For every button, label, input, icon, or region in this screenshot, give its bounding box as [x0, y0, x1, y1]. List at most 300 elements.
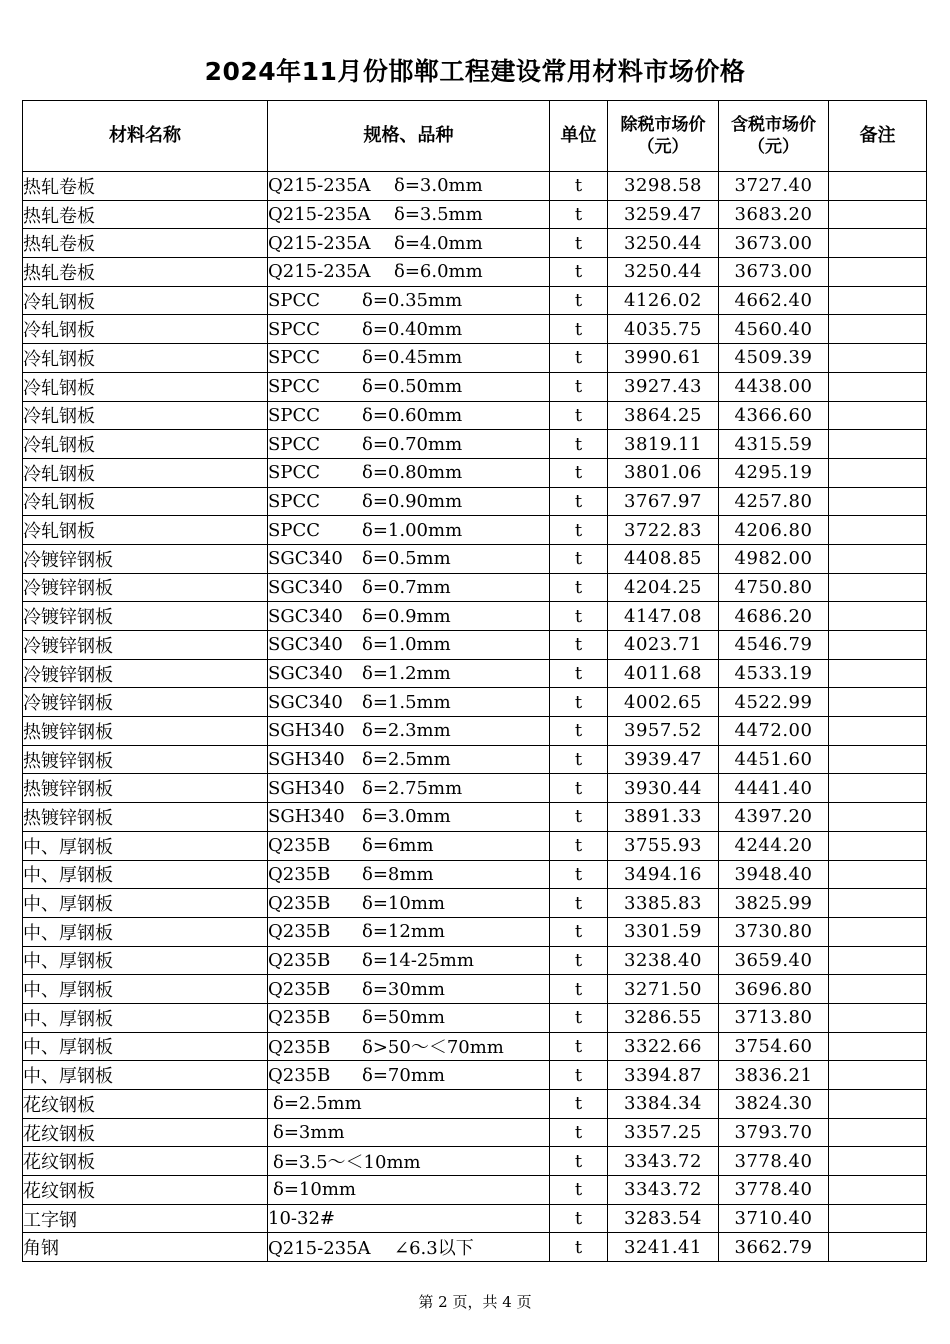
table-row — [23, 602, 927, 631]
price-inc-tax-cell: 3730.80 — [719, 917, 829, 946]
spec-size: δ>50～＜70mm — [362, 1037, 504, 1059]
remark-cell — [829, 229, 927, 258]
spec-grade: 10-32# — [268, 1208, 335, 1230]
price-inc-tax-cell: 3727.40 — [719, 172, 829, 201]
remark-cell — [829, 946, 927, 975]
material-name-cell: 热镀锌钢板 — [23, 745, 268, 774]
remark-cell — [829, 458, 927, 487]
spec-size: δ=12mm — [362, 921, 445, 943]
spec-cell — [268, 803, 550, 832]
price-inc-tax-cell: 3778.40 — [719, 1176, 829, 1205]
header-price-inc-tax-line1: 含税市场价 — [731, 115, 816, 135]
spec-size: δ=4.0mm — [394, 232, 483, 254]
spec-size: δ=0.80mm — [362, 462, 463, 484]
material-name-cell: 冷镀锌钢板 — [23, 602, 268, 631]
spec-size: δ=10mm — [273, 1179, 356, 1201]
remark-cell — [829, 745, 927, 774]
spec-cell — [268, 458, 550, 487]
remark-cell — [829, 688, 927, 717]
price-inc-tax-cell: 4257.80 — [719, 487, 829, 516]
spec-size: δ=0.60mm — [362, 404, 463, 426]
material-name-cell: 热镀锌钢板 — [23, 717, 268, 746]
table-row — [23, 631, 927, 660]
price-inc-tax-cell: 3659.40 — [719, 946, 829, 975]
table-row — [23, 229, 927, 258]
price-inc-tax-cell: 3824.30 — [719, 1090, 829, 1119]
unit-cell: t — [550, 1204, 608, 1233]
remark-cell — [829, 258, 927, 287]
remark-cell — [829, 344, 927, 373]
spec-cell — [268, 1061, 550, 1090]
header-price-inc-tax — [719, 101, 829, 172]
spec-cell — [268, 516, 550, 545]
price-inc-tax-cell: 3793.70 — [719, 1118, 829, 1147]
price-ex-tax-cell: 3394.87 — [608, 1061, 719, 1090]
price-ex-tax-cell: 3250.44 — [608, 229, 719, 258]
remark-cell — [829, 860, 927, 889]
spec-cell — [268, 659, 550, 688]
spec-size: δ=3.5～＜10mm — [273, 1152, 421, 1174]
price-ex-tax-cell: 4204.25 — [608, 573, 719, 602]
header-spec: 规格、品种 — [268, 101, 550, 172]
price-inc-tax-cell: 4315.59 — [719, 430, 829, 459]
spec-grade: Q215-235A — [268, 232, 371, 254]
spec-grade: Q235B — [268, 1064, 331, 1086]
unit-cell: t — [550, 745, 608, 774]
spec-size: δ=3.5mm — [394, 204, 483, 226]
unit-cell: t — [550, 917, 608, 946]
price-table — [22, 100, 927, 1262]
unit-cell: t — [550, 659, 608, 688]
spec-cell — [268, 1118, 550, 1147]
unit-cell: t — [550, 1061, 608, 1090]
material-name-cell: 热轧卷板 — [23, 258, 268, 287]
header-price-inc-tax-line2: （元） — [748, 137, 799, 157]
spec-grade: Q215-235A — [268, 175, 371, 197]
price-inc-tax-cell: 4662.40 — [719, 286, 829, 315]
unit-cell: t — [550, 516, 608, 545]
material-name-cell: 冷镀锌钢板 — [23, 544, 268, 573]
table-row — [23, 344, 927, 373]
spec-cell — [268, 745, 550, 774]
spec-size: δ=0.7mm — [362, 576, 451, 598]
spec-grade: Q235B — [268, 863, 331, 885]
spec-size: δ=0.35mm — [362, 290, 463, 312]
spec-grade: Q235B — [268, 949, 331, 971]
price-ex-tax-cell: 3357.25 — [608, 1118, 719, 1147]
header-material-name: 材料名称 — [23, 101, 268, 172]
price-inc-tax-cell: 4546.79 — [719, 631, 829, 660]
spec-grade: SGC340 — [268, 576, 343, 598]
spec-grade: SPCC — [268, 404, 320, 426]
remark-cell — [829, 659, 927, 688]
spec-cell — [268, 688, 550, 717]
material-name-cell: 冷轧钢板 — [23, 286, 268, 315]
remark-cell — [829, 487, 927, 516]
remark-cell — [829, 975, 927, 1004]
spec-grade: SPCC — [268, 347, 320, 369]
table-row — [23, 889, 927, 918]
table-row — [23, 745, 927, 774]
header-price-ex-tax-line1: 除税市场价 — [620, 115, 706, 135]
spec-size: δ=14-25mm — [362, 949, 474, 971]
price-inc-tax-cell: 4560.40 — [719, 315, 829, 344]
material-name-cell: 冷镀锌钢板 — [23, 631, 268, 660]
table-row — [23, 430, 927, 459]
remark-cell — [829, 573, 927, 602]
table-row — [23, 1204, 927, 1233]
spec-grade: Q215-235A — [268, 261, 371, 283]
remark-cell — [829, 401, 927, 430]
spec-size: δ=1.0mm — [362, 634, 451, 656]
unit-cell: t — [550, 1118, 608, 1147]
spec-size: δ=2.5mm — [362, 749, 451, 771]
price-ex-tax-cell: 3819.11 — [608, 430, 719, 459]
price-inc-tax-cell: 4451.60 — [719, 745, 829, 774]
price-ex-tax-cell: 3286.55 — [608, 1003, 719, 1032]
header-price-ex-tax — [608, 101, 719, 172]
material-name-cell: 冷轧钢板 — [23, 516, 268, 545]
remark-cell — [829, 1090, 927, 1119]
spec-grade: Q235B — [268, 921, 331, 943]
material-name-cell: 热镀锌钢板 — [23, 774, 268, 803]
unit-cell: t — [550, 544, 608, 573]
spec-grade: SGC340 — [268, 548, 343, 570]
price-ex-tax-cell: 4147.08 — [608, 602, 719, 631]
price-inc-tax-cell: 4441.40 — [719, 774, 829, 803]
remark-cell — [829, 889, 927, 918]
price-ex-tax-cell: 4035.75 — [608, 315, 719, 344]
unit-cell: t — [550, 487, 608, 516]
spec-cell — [268, 200, 550, 229]
unit-cell: t — [550, 631, 608, 660]
price-ex-tax-cell: 3343.72 — [608, 1176, 719, 1205]
table-row — [23, 860, 927, 889]
unit-cell: t — [550, 688, 608, 717]
price-inc-tax-cell: 4397.20 — [719, 803, 829, 832]
price-inc-tax-cell: 4472.00 — [719, 717, 829, 746]
spec-grade: SPCC — [268, 290, 320, 312]
spec-cell — [268, 602, 550, 631]
material-name-cell: 冷镀锌钢板 — [23, 688, 268, 717]
spec-size: δ=0.50mm — [362, 376, 463, 398]
remark-cell — [829, 831, 927, 860]
spec-cell — [268, 889, 550, 918]
spec-size: δ=3mm — [273, 1122, 345, 1144]
spec-size: δ=1.00mm — [362, 519, 463, 541]
price-ex-tax-cell: 4011.68 — [608, 659, 719, 688]
material-name-cell: 热轧卷板 — [23, 229, 268, 258]
table-row — [23, 1118, 927, 1147]
unit-cell: t — [550, 229, 608, 258]
price-ex-tax-cell: 3271.50 — [608, 975, 719, 1004]
spec-size: δ=6.0mm — [394, 261, 483, 283]
spec-size: δ=2.75mm — [362, 777, 463, 799]
page-footer: 第 2 页，共 4 页 — [418, 1293, 532, 1311]
unit-cell: t — [550, 1147, 608, 1176]
price-inc-tax-cell: 4206.80 — [719, 516, 829, 545]
spec-grade: SGH340 — [268, 806, 345, 828]
remark-cell — [829, 1003, 927, 1032]
spec-cell — [268, 372, 550, 401]
header-price-ex-tax-line2: （元） — [637, 137, 689, 157]
table-row — [23, 401, 927, 430]
table-row — [23, 774, 927, 803]
price-ex-tax-cell: 3927.43 — [608, 372, 719, 401]
price-inc-tax-cell: 4366.60 — [719, 401, 829, 430]
price-inc-tax-cell: 3662.79 — [719, 1233, 829, 1262]
material-name-cell: 中、厚钢板 — [23, 917, 268, 946]
spec-size: δ=2.5mm — [273, 1093, 362, 1115]
unit-cell: t — [550, 1090, 608, 1119]
material-name-cell: 冷轧钢板 — [23, 430, 268, 459]
material-name-cell: 角钢 — [23, 1233, 268, 1262]
spec-cell — [268, 975, 550, 1004]
table-row — [23, 487, 927, 516]
material-name-cell: 花纹钢板 — [23, 1147, 268, 1176]
spec-cell — [268, 717, 550, 746]
price-ex-tax-cell: 3891.33 — [608, 803, 719, 832]
unit-cell: t — [550, 573, 608, 602]
price-ex-tax-cell: 3494.16 — [608, 860, 719, 889]
price-ex-tax-cell: 3250.44 — [608, 258, 719, 287]
spec-cell — [268, 1032, 550, 1061]
price-inc-tax-cell: 4522.99 — [719, 688, 829, 717]
table-row — [23, 258, 927, 287]
spec-grade: SPCC — [268, 519, 320, 541]
remark-cell — [829, 717, 927, 746]
price-ex-tax-cell: 4408.85 — [608, 544, 719, 573]
material-name-cell: 冷镀锌钢板 — [23, 573, 268, 602]
spec-grade: SGC340 — [268, 634, 343, 656]
spec-cell — [268, 401, 550, 430]
unit-cell: t — [550, 946, 608, 975]
unit-cell: t — [550, 315, 608, 344]
spec-cell — [268, 1090, 550, 1119]
table-row — [23, 200, 927, 229]
spec-size: δ=0.9mm — [362, 605, 451, 627]
spec-cell — [268, 1147, 550, 1176]
price-ex-tax-cell: 3801.06 — [608, 458, 719, 487]
spec-cell — [268, 573, 550, 602]
table-row — [23, 1061, 927, 1090]
spec-grade: SGC340 — [268, 663, 343, 685]
price-inc-tax-cell: 4750.80 — [719, 573, 829, 602]
price-ex-tax-cell: 3864.25 — [608, 401, 719, 430]
remark-cell — [829, 1233, 927, 1262]
remark-cell — [829, 430, 927, 459]
price-ex-tax-cell: 3767.97 — [608, 487, 719, 516]
spec-grade: Q235B — [268, 978, 331, 1000]
remark-cell — [829, 516, 927, 545]
price-inc-tax-cell: 3673.00 — [719, 258, 829, 287]
spec-cell — [268, 1233, 550, 1262]
spec-cell — [268, 430, 550, 459]
table-row — [23, 946, 927, 975]
spec-size: δ=3.0mm — [362, 806, 451, 828]
spec-size: δ=0.40mm — [362, 318, 463, 340]
material-name-cell: 中、厚钢板 — [23, 1003, 268, 1032]
material-name-cell: 中、厚钢板 — [23, 831, 268, 860]
unit-cell: t — [550, 458, 608, 487]
spec-grade: SGH340 — [268, 720, 345, 742]
spec-grade: Q215-235A — [268, 204, 371, 226]
remark-cell — [829, 1204, 927, 1233]
spec-cell — [268, 946, 550, 975]
table-row — [23, 688, 927, 717]
table-body — [23, 172, 927, 1262]
material-name-cell: 冷轧钢板 — [23, 344, 268, 373]
remark-cell — [829, 544, 927, 573]
unit-cell: t — [550, 717, 608, 746]
table-row — [23, 286, 927, 315]
spec-size: δ=0.5mm — [362, 548, 451, 570]
price-ex-tax-cell: 3238.40 — [608, 946, 719, 975]
spec-cell — [268, 258, 550, 287]
table-row — [23, 975, 927, 1004]
spec-cell — [268, 1204, 550, 1233]
table-row — [23, 1147, 927, 1176]
price-inc-tax-cell: 4244.20 — [719, 831, 829, 860]
price-ex-tax-cell: 3298.58 — [608, 172, 719, 201]
material-name-cell: 中、厚钢板 — [23, 889, 268, 918]
unit-cell: t — [550, 372, 608, 401]
spec-size: δ=0.70mm — [362, 433, 463, 455]
price-inc-tax-cell: 3713.80 — [719, 1003, 829, 1032]
remark-cell — [829, 1118, 927, 1147]
price-ex-tax-cell: 3259.47 — [608, 200, 719, 229]
price-inc-tax-cell: 3825.99 — [719, 889, 829, 918]
header-remark: 备注 — [829, 101, 927, 172]
table-row — [23, 831, 927, 860]
price-inc-tax-cell: 4509.39 — [719, 344, 829, 373]
spec-cell — [268, 774, 550, 803]
unit-cell: t — [550, 1003, 608, 1032]
price-ex-tax-cell: 3722.83 — [608, 516, 719, 545]
table-row — [23, 315, 927, 344]
spec-grade: Q235B — [268, 835, 331, 857]
spec-cell — [268, 229, 550, 258]
price-inc-tax-cell: 4686.20 — [719, 602, 829, 631]
spec-size: δ=70mm — [362, 1064, 445, 1086]
price-inc-tax-cell: 3836.21 — [719, 1061, 829, 1090]
unit-cell: t — [550, 831, 608, 860]
spec-size: δ=30mm — [362, 978, 445, 1000]
price-ex-tax-cell: 3322.66 — [608, 1032, 719, 1061]
unit-cell: t — [550, 286, 608, 315]
unit-cell: t — [550, 1176, 608, 1205]
spec-cell — [268, 172, 550, 201]
table-row — [23, 1233, 927, 1262]
spec-grade: Q235B — [268, 1037, 331, 1059]
unit-cell: t — [550, 1032, 608, 1061]
spec-grade: SPCC — [268, 490, 320, 512]
table-row — [23, 1176, 927, 1205]
remark-cell — [829, 1032, 927, 1061]
unit-cell: t — [550, 172, 608, 201]
material-name-cell: 花纹钢板 — [23, 1090, 268, 1119]
spec-size: δ=8mm — [362, 863, 434, 885]
spec-grade: Q235B — [268, 892, 331, 914]
material-name-cell: 热镀锌钢板 — [23, 803, 268, 832]
table-row — [23, 544, 927, 573]
spec-size: δ=0.45mm — [362, 347, 463, 369]
spec-size: δ=0.90mm — [362, 490, 463, 512]
price-inc-tax-cell: 4982.00 — [719, 544, 829, 573]
spec-grade: SPCC — [268, 376, 320, 398]
price-ex-tax-cell: 3957.52 — [608, 717, 719, 746]
material-name-cell: 热轧卷板 — [23, 200, 268, 229]
unit-cell: t — [550, 200, 608, 229]
material-name-cell: 中、厚钢板 — [23, 946, 268, 975]
spec-cell — [268, 1003, 550, 1032]
spec-cell — [268, 544, 550, 573]
spec-grade: SGH340 — [268, 749, 345, 771]
remark-cell — [829, 774, 927, 803]
table-row — [23, 1003, 927, 1032]
table-row — [23, 516, 927, 545]
remark-cell — [829, 631, 927, 660]
remark-cell — [829, 602, 927, 631]
material-name-cell: 冷轧钢板 — [23, 487, 268, 516]
material-name-cell: 花纹钢板 — [23, 1176, 268, 1205]
spec-cell — [268, 344, 550, 373]
remark-cell — [829, 1147, 927, 1176]
table-row — [23, 1032, 927, 1061]
table-row — [23, 172, 927, 201]
material-name-cell: 工字钢 — [23, 1204, 268, 1233]
material-name-cell: 冷镀锌钢板 — [23, 659, 268, 688]
material-name-cell: 中、厚钢板 — [23, 1061, 268, 1090]
material-name-cell: 花纹钢板 — [23, 1118, 268, 1147]
spec-grade: SPCC — [268, 318, 320, 340]
remark-cell — [829, 200, 927, 229]
material-name-cell: 中、厚钢板 — [23, 975, 268, 1004]
spec-size: δ=1.2mm — [362, 663, 451, 685]
unit-cell: t — [550, 975, 608, 1004]
price-inc-tax-cell: 3778.40 — [719, 1147, 829, 1176]
spec-size: δ=50mm — [362, 1007, 445, 1029]
table-row — [23, 372, 927, 401]
material-name-cell: 热轧卷板 — [23, 172, 268, 201]
table-row — [23, 917, 927, 946]
table-row — [23, 573, 927, 602]
spec-cell — [268, 831, 550, 860]
remark-cell — [829, 917, 927, 946]
spec-size: δ=2.3mm — [362, 720, 451, 742]
spec-grade: SGC340 — [268, 691, 343, 713]
price-ex-tax-cell: 4126.02 — [608, 286, 719, 315]
table-row — [23, 659, 927, 688]
price-ex-tax-cell: 4002.65 — [608, 688, 719, 717]
unit-cell: t — [550, 258, 608, 287]
spec-grade: SPCC — [268, 462, 320, 484]
unit-cell: t — [550, 889, 608, 918]
spec-cell — [268, 860, 550, 889]
spec-size: ∠6.3以下 — [394, 1238, 474, 1260]
page-title: 2024年11月份邯郸工程建设常用材料市场价格 — [204, 57, 746, 86]
spec-grade: SPCC — [268, 433, 320, 455]
price-inc-tax-cell: 4295.19 — [719, 458, 829, 487]
unit-cell: t — [550, 401, 608, 430]
remark-cell — [829, 803, 927, 832]
spec-grade: SGC340 — [268, 605, 343, 627]
spec-size: δ=3.0mm — [394, 175, 483, 197]
material-name-cell: 中、厚钢板 — [23, 860, 268, 889]
price-inc-tax-cell: 3710.40 — [719, 1204, 829, 1233]
price-ex-tax-cell: 3301.59 — [608, 917, 719, 946]
price-inc-tax-cell: 4533.19 — [719, 659, 829, 688]
